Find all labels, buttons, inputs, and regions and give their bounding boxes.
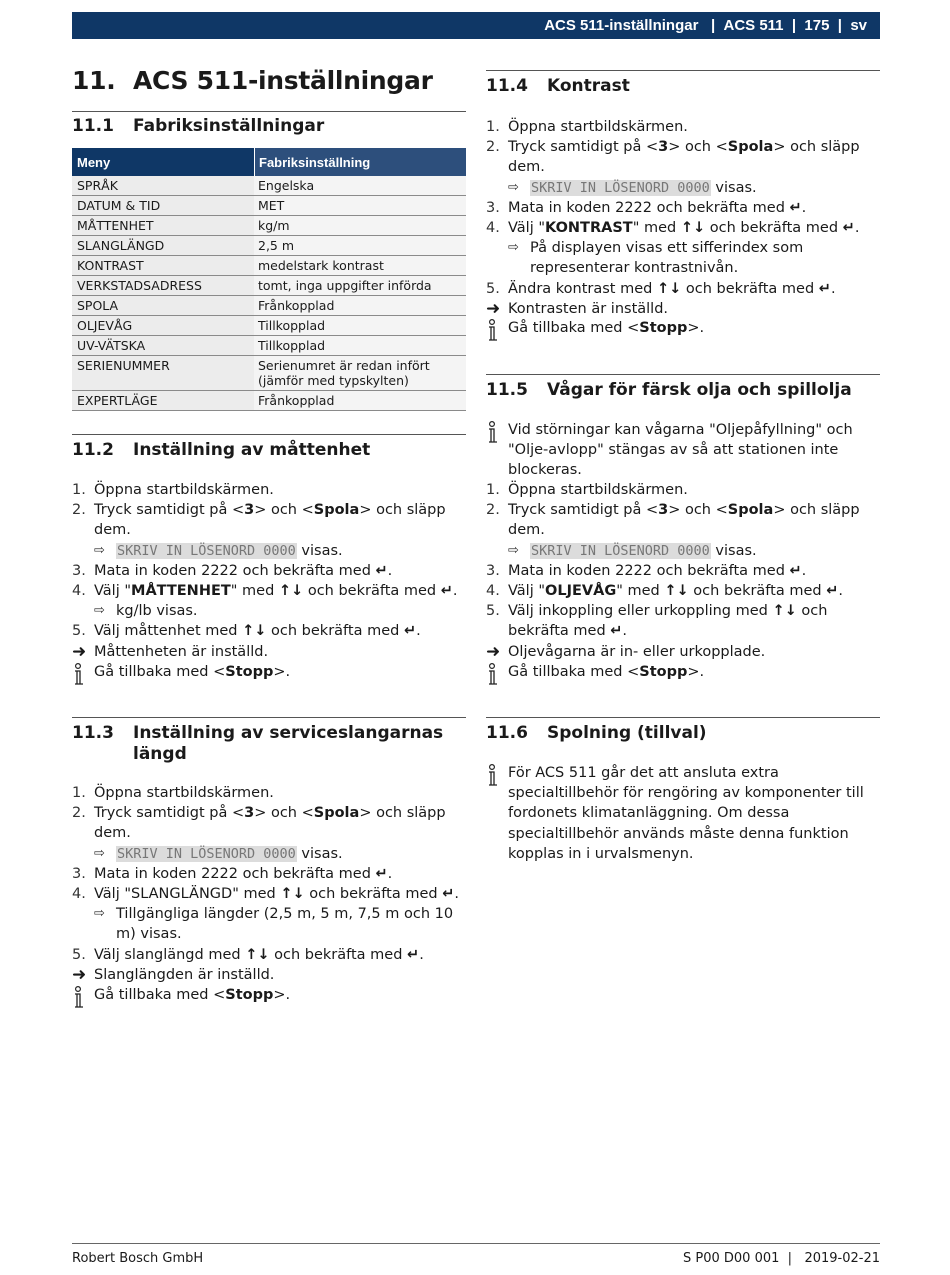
enter-key-icon: ↵ xyxy=(610,623,623,640)
section-11-1-heading: 11.1 Fabriksinställningar xyxy=(72,111,466,137)
list-item: 1. Öppna startbildskärmen. xyxy=(486,482,688,498)
section-divider xyxy=(72,717,466,718)
enter-key-icon: ↵ xyxy=(789,562,802,579)
enter-key-icon: ↵ xyxy=(375,865,388,882)
section-divider xyxy=(486,70,880,71)
header-factory-setting: Fabriksinställning xyxy=(254,148,466,176)
display-text: SKRIV IN LÖSENORD 0000 xyxy=(531,542,710,559)
chapter-title: 11. ACS 511-inställningar xyxy=(72,66,433,95)
factory-settings-table xyxy=(72,148,466,411)
enter-key-icon: ↵ xyxy=(842,220,855,237)
sub-arrow-icon: ⇨ xyxy=(94,906,105,922)
list-sub-item: ⇨ SKRIV IN LÖSENORD 0000 visas. xyxy=(72,844,466,864)
info-icon xyxy=(486,763,508,864)
section-11-5-steps xyxy=(486,480,880,662)
result-line: ➜ Slanglängden är inställd. xyxy=(72,964,275,985)
list-item: 2. Tryck samtidigt på <3> och <Spola> och släpp dem. xyxy=(72,502,446,539)
table-row: SPOLA Frånkopplad xyxy=(72,296,466,316)
section-11-3-heading: 11.3 Inställning av serviceslangarnas längd xyxy=(72,717,466,765)
enter-key-icon: ↵ xyxy=(442,886,455,903)
list-item: 3. Mata in koden 2222 och bekräfta med ↵. xyxy=(72,562,393,579)
table-row: DATUM & TID MET xyxy=(72,196,466,216)
enter-key-icon: ↵ xyxy=(440,583,453,600)
enter-key-icon: ↵ xyxy=(818,280,831,297)
note-back: Gå tillbaka med <Stopp>. xyxy=(486,318,880,349)
list-item: 2. Tryck samtidigt på <3> och <Spola> och släpp dem. xyxy=(486,139,860,176)
section-11-5-heading: 11.5 Vågar för färsk olja och spillolja xyxy=(486,374,880,401)
display-text: SKRIV IN LÖSENORD 0000 xyxy=(531,179,710,196)
list-item: 5. Välj måttenhet med ↑↓ och bekräfta med ↵. xyxy=(72,623,421,640)
list-item: 4. Välj "KONTRAST" med ↑↓ och bekräfta med ↵. xyxy=(486,220,860,237)
list-item: 1. Öppna startbildskärmen. xyxy=(72,482,274,498)
section-11-4-steps xyxy=(486,117,880,319)
header-title: ACS 511-inställningar xyxy=(544,17,699,34)
up-down-arrows-icon: ↑↓ xyxy=(656,280,682,297)
sub-arrow-icon: ⇨ xyxy=(508,542,519,558)
table-header xyxy=(72,148,466,176)
footer-divider xyxy=(72,1243,880,1244)
result-arrow-icon: ➜ xyxy=(72,641,87,662)
list-item: 3. Mata in koden 2222 och bekräfta med ↵. xyxy=(72,865,393,882)
sub-arrow-icon: ⇨ xyxy=(508,240,519,256)
up-down-arrows-icon: ↑↓ xyxy=(245,946,270,963)
sub-arrow-icon: ⇨ xyxy=(94,603,105,619)
enter-key-icon: ↵ xyxy=(403,623,417,640)
table-row: OLJEVÅG Tillkopplad xyxy=(72,316,466,336)
up-down-arrows-icon: ↑↓ xyxy=(664,583,689,600)
up-down-arrows-icon: ↑↓ xyxy=(680,220,706,237)
enter-key-icon: ↵ xyxy=(375,562,388,579)
sub-arrow-icon: ⇨ xyxy=(94,845,105,861)
table-row: KONTRAST medelstark kontrast xyxy=(72,256,466,276)
section-divider xyxy=(72,434,466,435)
up-down-arrows-icon: ↑↓ xyxy=(280,886,305,903)
note-back: Gå tillbaka med <Stopp>. xyxy=(72,985,466,1016)
info-icon xyxy=(486,420,508,481)
list-item: 5. Välj slanglängd med ↑↓ och bekräfta med ↵. xyxy=(72,946,424,963)
result-line: ➜ Oljevågarna är in- eller urkopplade. xyxy=(486,641,766,662)
list-sub-item: ⇨ kg/lb visas. xyxy=(72,601,466,621)
list-item: 5. Ändra kontrast med ↑↓ och bekräfta med ↵. xyxy=(486,280,836,297)
table-row: UV-VÄTSKA Tillkopplad xyxy=(72,336,466,356)
sub-arrow-icon: ⇨ xyxy=(508,179,519,195)
result-arrow-icon: ➜ xyxy=(486,641,501,662)
list-item: 4. Välj "OLJEVÅG" med ↑↓ och bekräfta med ↵. xyxy=(486,583,843,600)
list-item: 3. Mata in koden 2222 och bekräfta med ↵. xyxy=(486,562,807,579)
section-divider xyxy=(486,374,880,375)
up-down-arrows-icon: ↑↓ xyxy=(242,623,267,640)
section-divider xyxy=(486,717,880,718)
list-item: 5. Välj inkoppling eller urkoppling med ↑↓ och bekräfta med ↵. xyxy=(486,603,828,640)
section-divider xyxy=(72,111,466,112)
result-line: ➜ Kontrasten är inställd. xyxy=(486,298,669,319)
list-sub-item: ⇨ SKRIV IN LÖSENORD 0000 visas. xyxy=(486,178,880,198)
info-icon xyxy=(72,985,94,1016)
list-sub-item: ⇨ SKRIV IN LÖSENORD 0000 visas. xyxy=(486,541,880,561)
table-row: EXPERTLÄGE Frånkopplad xyxy=(72,391,466,411)
note-flushing: För ACS 511 går det att ansluta extra specialtillbehör för rengöring av komponenter till fordonets klimatanläggning. Om dessa specialtillbehör används måste denna funktion kopplas in i urvalsmenyn. xyxy=(486,763,880,864)
section-11-2-heading: 11.2 Inställning av måttenhet xyxy=(72,434,466,461)
info-icon xyxy=(72,662,94,693)
list-item: 2. Tryck samtidigt på <3> och <Spola> och släpp dem. xyxy=(486,502,860,539)
footer-document-number: S P00 D00 001 xyxy=(682,1251,780,1266)
list-sub-item: ⇨ På displayen visas ett sifferindex som representerar kontrastnivån. xyxy=(486,238,880,278)
result-arrow-icon: ➜ xyxy=(486,298,501,319)
table-row: SLANGLÄNGD 2,5 m xyxy=(72,236,466,256)
section-11-6-heading: 11.6 Spolning (tillval) xyxy=(486,717,880,744)
footer-doc-info: S P00 D00 001 | 2019-02-21 xyxy=(682,1251,880,1266)
list-sub-item: ⇨ SKRIV IN LÖSENORD 0000 visas. xyxy=(72,541,466,561)
enter-key-icon: ↵ xyxy=(407,946,420,963)
enter-key-icon: ↵ xyxy=(826,583,839,600)
info-icon xyxy=(486,662,508,693)
list-sub-item: ⇨ Tillgängliga längder (2,5 m, 5 m, 7,5 m och 10 m) visas. xyxy=(72,904,466,944)
info-icon xyxy=(486,318,508,349)
enter-key-icon: ↵ xyxy=(789,199,802,216)
note-back: Gå tillbaka med <Stopp>. xyxy=(486,662,880,693)
list-item: 2. Tryck samtidigt på <3> och <Spola> och släpp dem. xyxy=(72,805,446,842)
section-11-4-heading: 11.4 Kontrast xyxy=(486,70,880,97)
table-row: SERIENUMMER Serienumret är redan infört (jämför med typskylten) xyxy=(72,356,466,391)
list-item: 3. Mata in koden 2222 och bekräfta med ↵. xyxy=(486,199,807,216)
footer-company: Robert Bosch GmbH xyxy=(72,1251,204,1266)
result-line: ➜ Måttenheten är inställd. xyxy=(72,641,269,662)
up-down-arrows-icon: ↑↓ xyxy=(772,603,797,620)
sub-arrow-icon: ⇨ xyxy=(94,542,105,558)
header-model: ACS 511 xyxy=(723,17,784,34)
page-header: ACS 511-inställningar | ACS 511 | 175 | sv xyxy=(72,12,880,39)
list-item: 4. Välj "MÅTTENHET" med ↑↓ och bekräfta med ↵. xyxy=(72,583,458,600)
section-11-2-steps xyxy=(72,480,466,662)
table-row: MÅTTENHET kg/m xyxy=(72,216,466,236)
header-page-number: 175 xyxy=(804,17,830,34)
list-item: 1. Öppna startbildskärmen. xyxy=(72,785,274,801)
note-scales: Vid störningar kan vågarna "Oljepåfyllning" och "Olje-avlopp" stängas av så att stationen inte blockeras. xyxy=(486,420,880,481)
display-text: SKRIV IN LÖSENORD 0000 xyxy=(117,845,296,862)
footer-date: 2019-02-21 xyxy=(804,1251,880,1266)
section-11-3-steps xyxy=(72,783,466,985)
table-row: VERKSTADSADRESS tomt, inga uppgifter införda xyxy=(72,276,466,296)
result-arrow-icon: ➜ xyxy=(72,964,87,985)
table-row: SPRÅK Engelska xyxy=(72,176,466,196)
note-back: Gå tillbaka med <Stopp>. xyxy=(72,662,466,693)
list-item: 4. Välj "SLANGLÄNGD" med ↑↓ och bekräfta med ↵. xyxy=(72,886,459,903)
header-language: sv xyxy=(850,17,867,34)
header-menu: Meny xyxy=(72,148,254,176)
list-item: 1. Öppna startbildskärmen. xyxy=(486,119,688,135)
display-text: SKRIV IN LÖSENORD 0000 xyxy=(117,542,296,559)
up-down-arrows-icon: ↑↓ xyxy=(278,583,304,600)
